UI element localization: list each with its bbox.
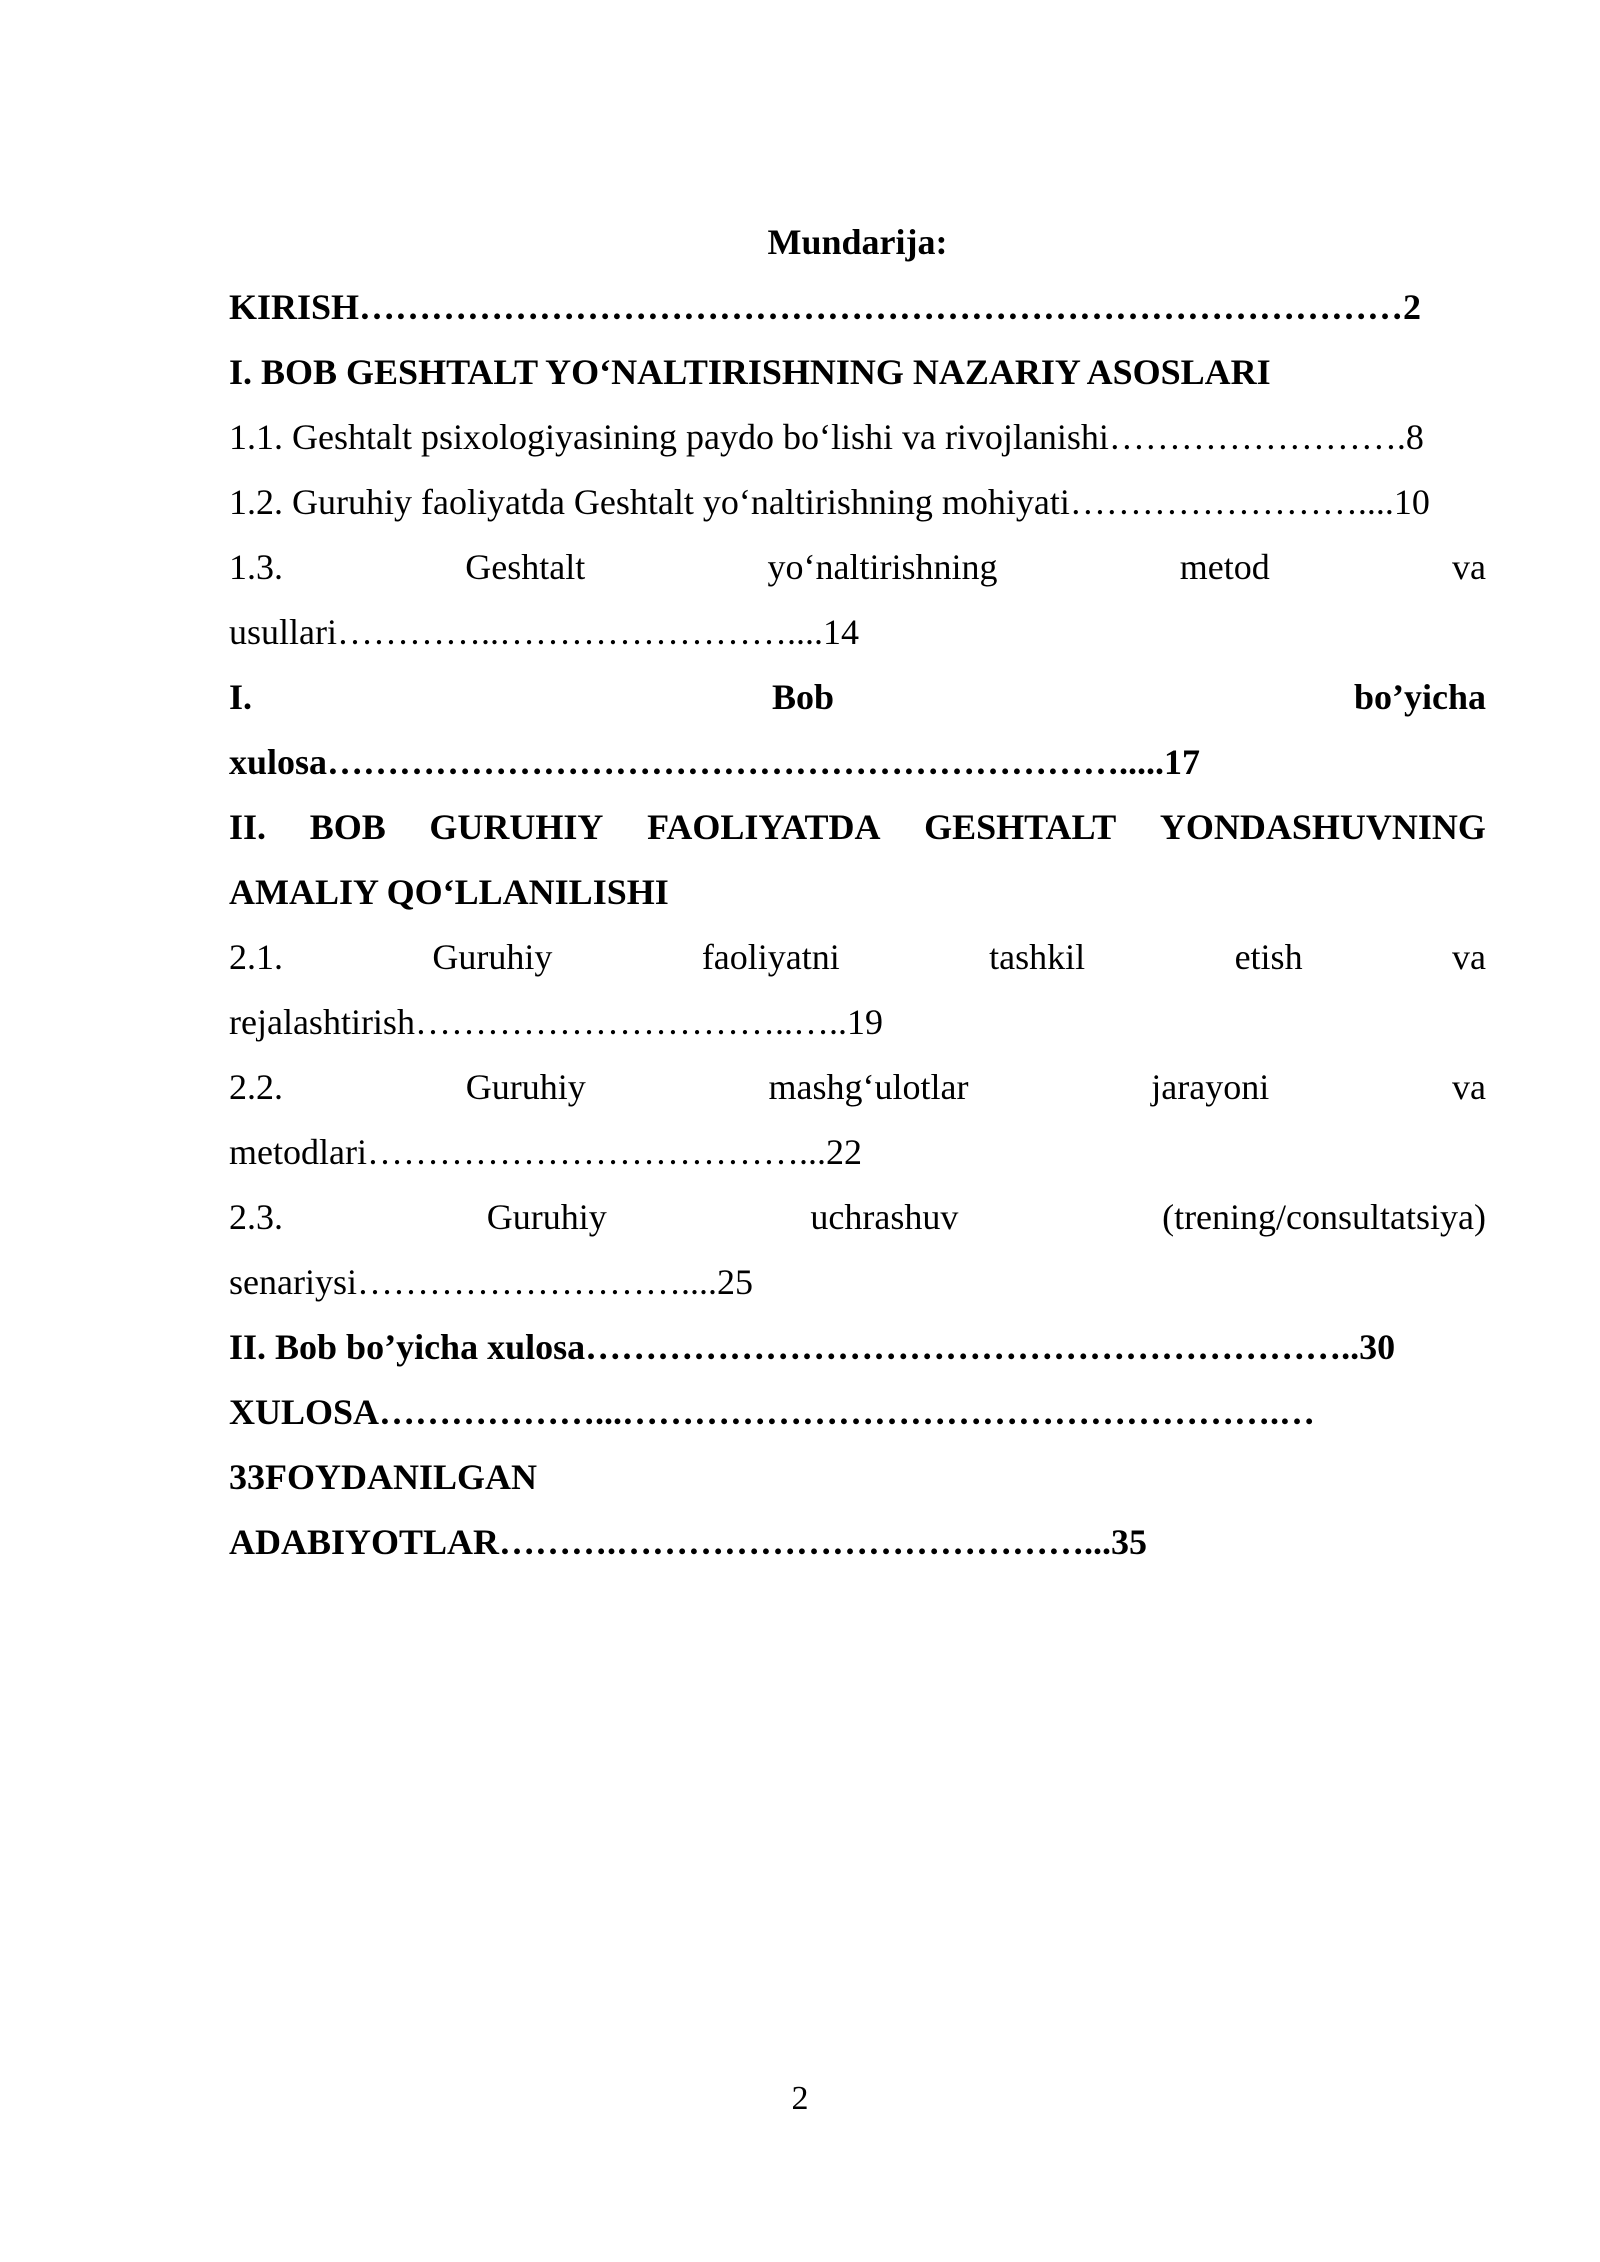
toc-chapter-2-heading-line1	[229, 795, 1486, 860]
toc-entry-2-1-line1	[229, 925, 1486, 990]
toc-word: BOB	[309, 807, 386, 847]
toc-entry-1-3-line2: usullari…………..……………………....14	[229, 612, 859, 652]
toc-word: GESHTALT	[924, 807, 1117, 847]
toc-entry-1-2: 1.2. Guruhiy faoliyatda Geshtalt yo‘naltirishning mohiyati……………………....10	[229, 482, 1430, 522]
toc-chapter-2-heading-line2: AMALIY QO‘LLANILISHI	[229, 872, 669, 912]
toc-entry-2-3-line2: senariysi………………………....25	[229, 1262, 753, 1302]
toc-word: tashkil	[989, 937, 1086, 977]
toc-word: Geshtalt	[465, 547, 586, 587]
toc-word: Bob	[771, 677, 835, 717]
toc-chapter-1-conclusion-line2: xulosa………………………………………………………….....17	[229, 742, 1201, 782]
toc-word: jarayoni	[1151, 1067, 1270, 1107]
toc-word: 2.1.	[229, 937, 283, 977]
toc-entry-1-3-line1	[229, 535, 1486, 600]
toc-word: bo’yicha	[1353, 677, 1486, 717]
toc-word: I.	[229, 677, 253, 717]
toc-word: va	[1451, 937, 1486, 977]
toc-word: II.	[229, 807, 267, 847]
page-number: 2	[791, 2080, 809, 2117]
toc-word: va	[1451, 1067, 1486, 1107]
toc-word: GURUHIY	[429, 807, 604, 847]
toc-word: 2.2.	[229, 1067, 283, 1107]
toc-entry-2-2-line2: metodlari………………………………...22	[229, 1132, 862, 1172]
toc-chapter-1-heading: I. BOB GESHTALT YO‘NALTIRISHNING NAZARIY ASOSLARI	[229, 352, 1271, 392]
toc-entry-2-1-line2: rejalashtirish…………………………..…..19	[229, 1002, 883, 1042]
toc-word: mashg‘ulotlar	[768, 1067, 969, 1107]
toc-word: va	[1452, 547, 1486, 587]
toc-word: 2.3.	[229, 1197, 283, 1237]
toc-word: uchrashuv	[810, 1197, 959, 1237]
toc-entry-2-3-line1	[229, 1185, 1486, 1250]
toc-word: Guruhiy	[465, 1067, 586, 1107]
toc-entry-kirish: KIRISH……………………………………………………………………………2	[229, 287, 1422, 327]
toc-word: metod	[1179, 547, 1270, 587]
toc-title: Mundarija:	[767, 222, 948, 262]
table-of-contents	[229, 210, 1486, 1575]
toc-entry-foydalanilgan: 33FOYDANILGAN	[229, 1457, 538, 1497]
toc-word: (trening/consultatsiya)	[1162, 1197, 1486, 1237]
toc-word: 1.3.	[229, 547, 283, 587]
toc-entry-adabiyotlar: ADABIYOTLAR……….…………………………………...35	[229, 1522, 1148, 1562]
toc-word: YONDASHUVNING	[1159, 807, 1486, 847]
toc-word: Guruhiy	[432, 937, 553, 977]
toc-chapter-1-conclusion-line1	[229, 665, 1486, 730]
toc-word: faoliyatni	[701, 937, 840, 977]
toc-entry-1-1: 1.1. Geshtalt psixologiyasining paydo bo‘lishi va rivojlanishi…………………….8	[229, 417, 1424, 457]
toc-entry-xulosa: XULOSA………………...……………………………………………….…	[229, 1392, 1316, 1432]
toc-word: yo‘naltirishning	[767, 547, 998, 587]
toc-word: Guruhiy	[486, 1197, 607, 1237]
toc-word: FAOLIYATDA	[647, 807, 881, 847]
toc-chapter-2-conclusion: II. Bob bo’yicha xulosa………………………………………………………..30	[229, 1327, 1396, 1367]
toc-word: etish	[1234, 937, 1303, 977]
toc-entry-2-2-line1	[229, 1055, 1486, 1120]
